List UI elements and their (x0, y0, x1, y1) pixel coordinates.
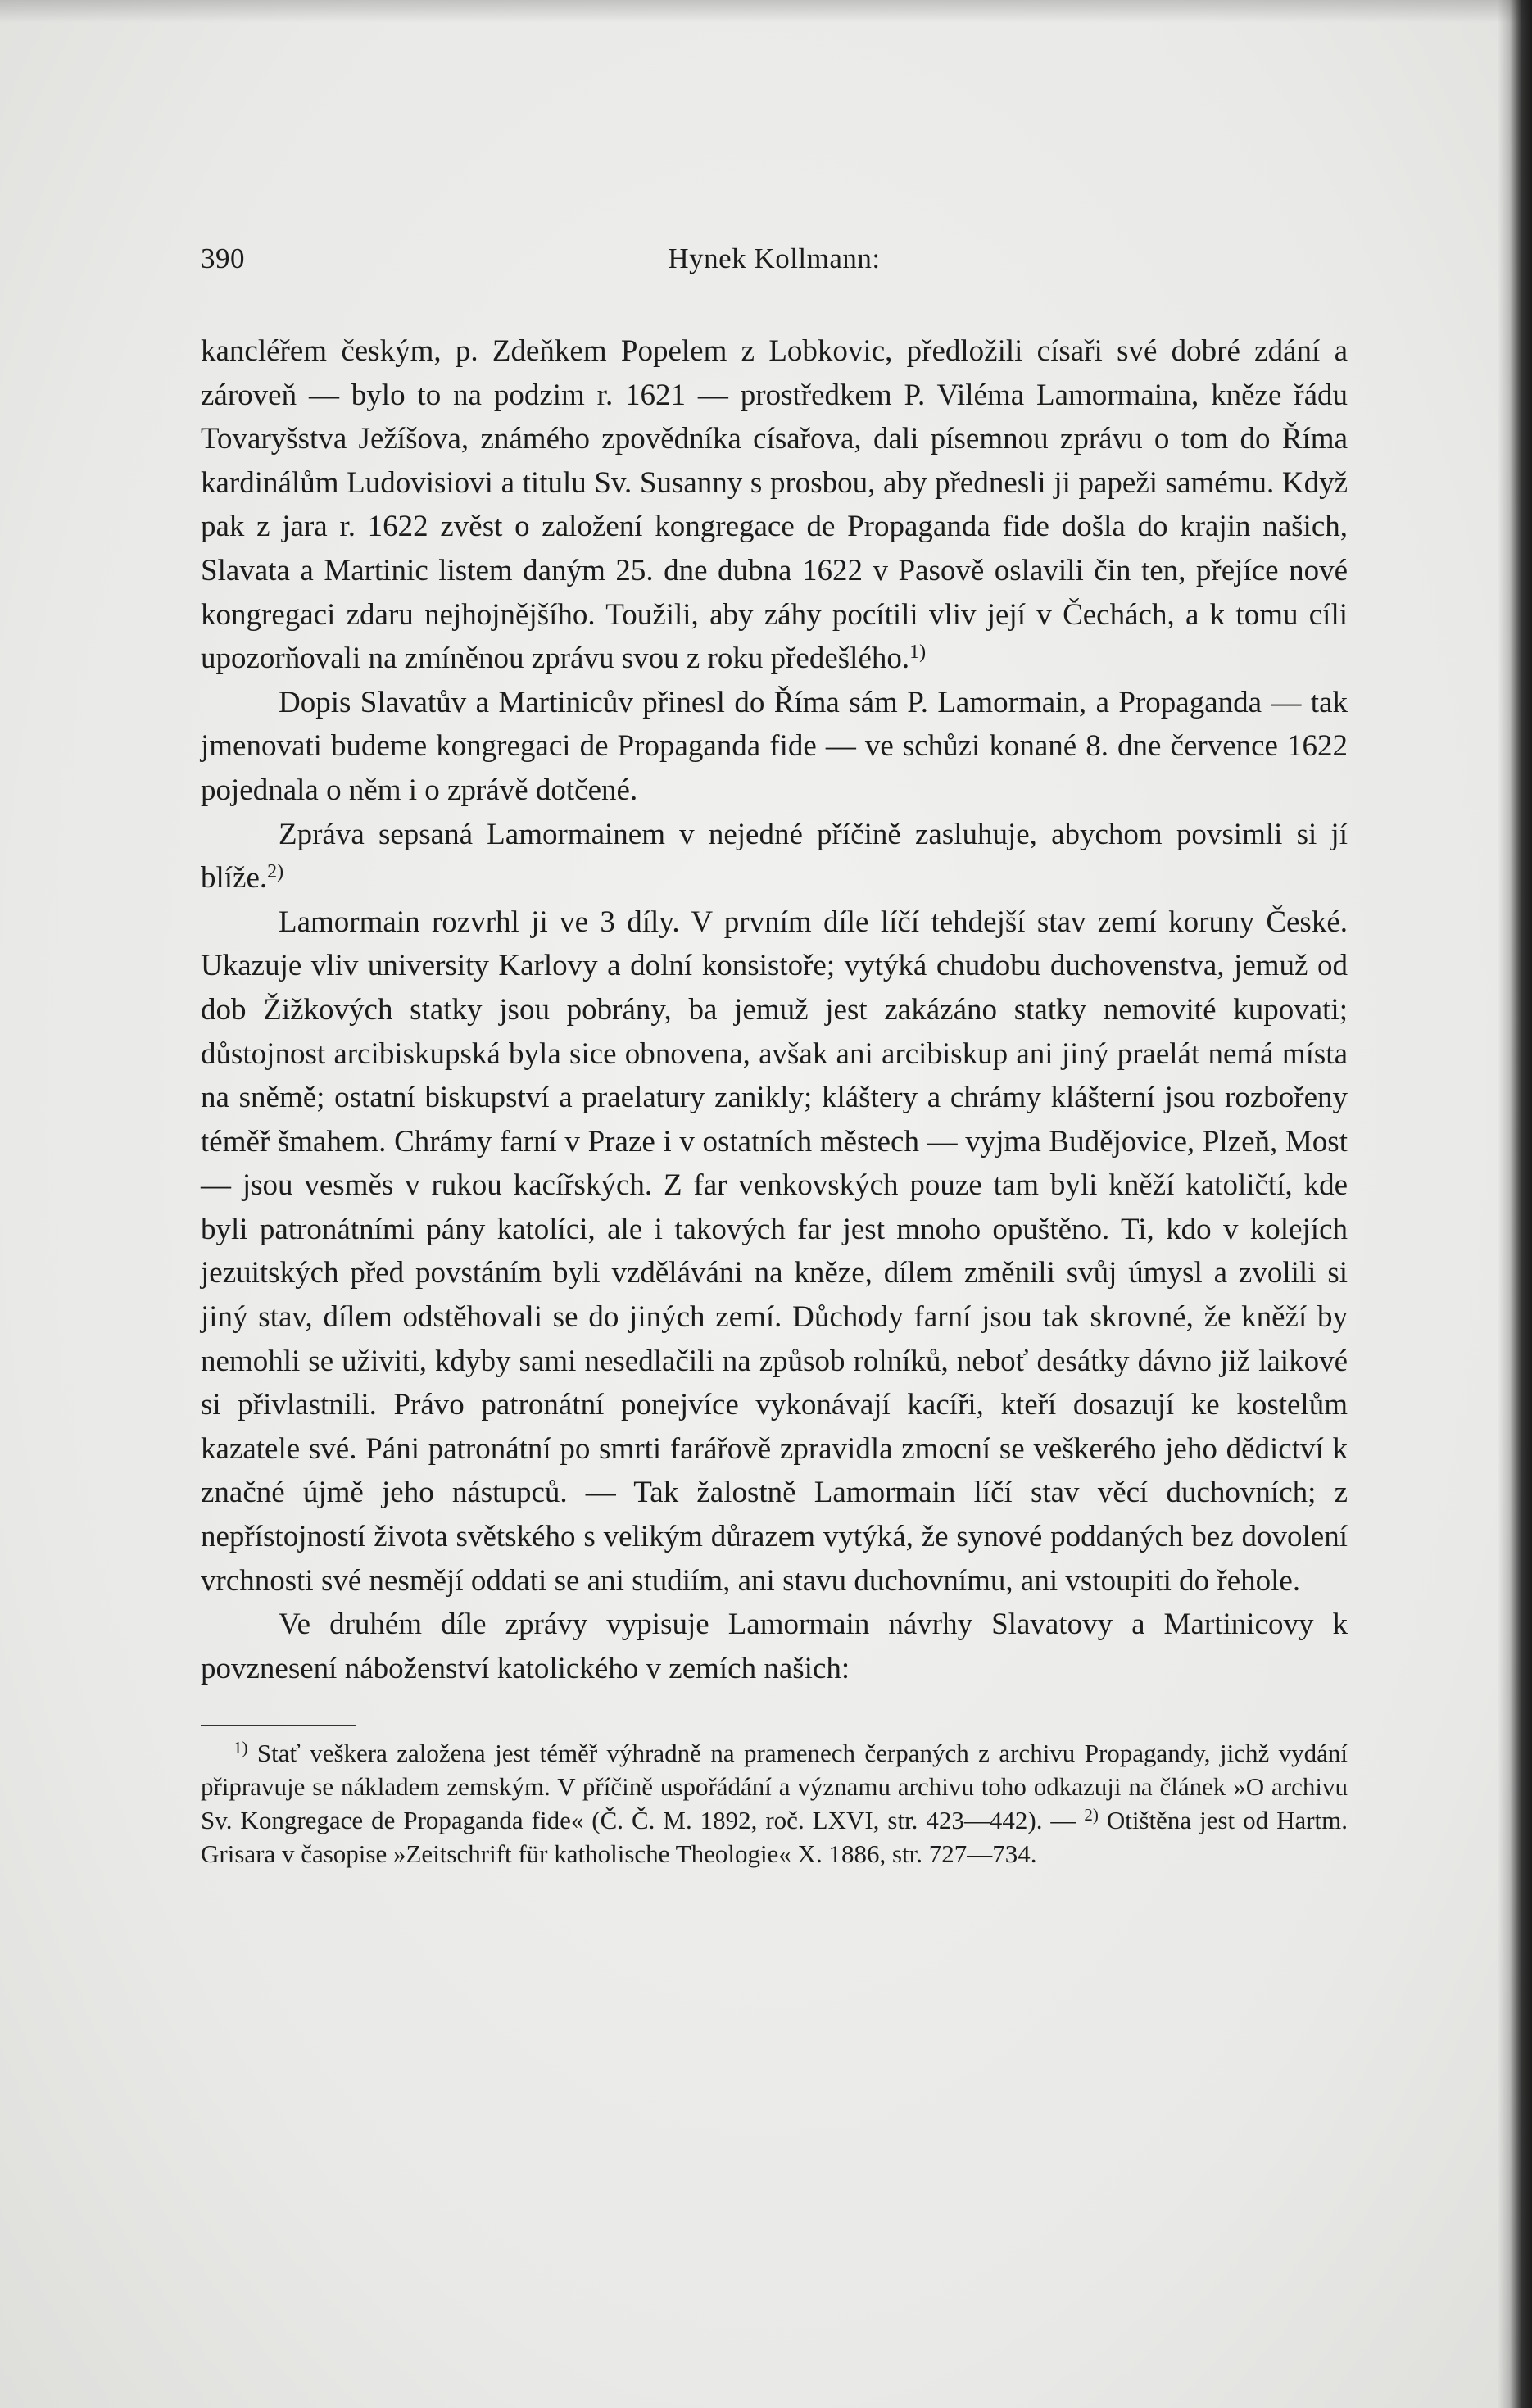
footnote-mark: 1) (233, 1738, 248, 1758)
book-page (201, 238, 1348, 1871)
paragraph-1 (201, 329, 1348, 681)
paragraph-4 (201, 900, 1348, 1603)
paragraph-text: Lamormain rozvrhl ji ve 3 díly. V prvním díle líčí tehdejší stav zemí koruny České. Ukazuje vliv university Karlovy a dolní konsistoře; vytýká chudobu duchovenstva, jemuž od dob Žižkových statky jsou pobrány, ba jemuž jest zakázáno statky nemovité kupovati; důstojnost arcibiskupská byla sice obnovena, avšak ani arcibiskup ani jiný praelát nemá místa na sněmě; ostatní biskupství a praelatury zanikly; kláštery a chrámy klášterní jsou rozbořeny téměř šmahem. Chrámy farní v Praze i v ostatních městech — vyjma Budějovice, Plzeň, Most — jsou vesměs v rukou kacířských. Z far venkovských pouze tam byli kněží katoličtí, kde byli patronátními pány katolíci, ale i takových far jest mnoho opuštěno. Ti, kdo v kolejích jezuitských před povstáním byli vzděláváni na kněze, dílem změnili svůj úmysl a zvolili si jiný stav, dílem odstěhovali se do jiných zemí. Důchody farní jsou tak skrovné, že kněží by nemohli se uživiti, kdyby sami nesedlačili na způsob rolníků, neboť desátky dávno již laikové si přivlastnili. Právo patronátní ponejvíce vykonávají kacíři, kteří dosazují ke kostelům kazatele své. Páni patronátní po smrti farářově zpravidla zmocní se veškerého jeho dědictví k značné újmě jeho nástupců. — Tak žalostně Lamormain líčí stav věcí duchovních; z nepřístojností života světského s velikým důrazem vytýká, že synové poddaných bez dovolení vrchnosti své nesmějí oddati se ani studiím, ani stavu duchovnímu, ani vstoupiti do řehole. (201, 905, 1348, 1598)
scan-shadow-right (1498, 0, 1532, 2408)
paragraph-2 (201, 681, 1348, 813)
footnote-divider (201, 1725, 356, 1726)
running-head (201, 238, 1348, 287)
paragraph-5 (201, 1603, 1348, 1690)
page-number: 390 (201, 243, 245, 274)
footnote-1 (201, 1736, 1348, 1871)
footnote-ref-1: 1) (909, 642, 927, 664)
paragraph-text: Dopis Slavatův a Martinicův přinesl do Říma sám P. Lamormain, a Propaganda — tak jmenovati budeme kongregaci de Propaganda fide — ve schůzi konané 8. dne července 1622 pojednala o něm i o zprávě dotčené. (201, 685, 1348, 807)
paragraph-3 (201, 813, 1348, 900)
footnote-ref-2: 2) (267, 861, 284, 883)
main-text (201, 329, 1348, 1690)
running-title: Hynek Kollmann: (668, 243, 881, 274)
footnote-text: Stať veškera založena jest téměř výhradně na pramenech čerpaných z archivu Propagandy, jichž vydání připravuje se nákladem zemským. V příčině uspořádání a významu archivu toho odkazuji na článek »O archivu Sv. Kongregace de Propaganda fide« (Č. Č. M. 1892, roč. LXVI, str. 423—442). — (201, 1739, 1348, 1835)
footnote-text: Otištěna jest od Hartm. Grisara v časopise »Zeitschrift für katholische Theologie« X. 1886, str. 727—734. (201, 1806, 1348, 1869)
paragraph-text: Ve druhém díle zprávy vypisuje Lamormain návrhy Slavatovy a Martinicovy k povznesení náboženství katolického v zemích našich: (201, 1608, 1348, 1685)
paragraph-text: kancléřem českým, p. Zdeňkem Popelem z Lobkovic, předložili císaři své dobré zdání a zároveň — bylo to na podzim r. 1621 — prostředkem P. Viléma Lamormaina, kněze řádu Tovaryšstva Ježíšova, známého zpovědníka císařova, dali písemnou zprávu o tom do Říma kardinálům Ludovisiovi a titulu Sv. Susanny s prosbou, aby přednesli ji papeži samému. Když pak z jara r. 1622 zvěst o založení kongregace de Propaganda fide došla do krajin našich, Slavata a Martinic listem daným 25. dne dubna 1622 v Pasově oslavili čin ten, přejíce nové kongregaci zdaru nejhojnějšího. Toužili, aby záhy pocítili vliv její v Čechách, a k tomu cíli upozorňovali na zmíněnou zprávu svou z roku předešlého. (201, 334, 1348, 676)
paragraph-text: Zpráva sepsaná Lamormainem v nejedné příčině zasluhuje, abychom povsimli si jí blíže. (201, 817, 1348, 896)
footnote-mark: 2) (1084, 1805, 1099, 1825)
footnotes (201, 1736, 1348, 1871)
scan-shadow-top (0, 0, 1532, 23)
